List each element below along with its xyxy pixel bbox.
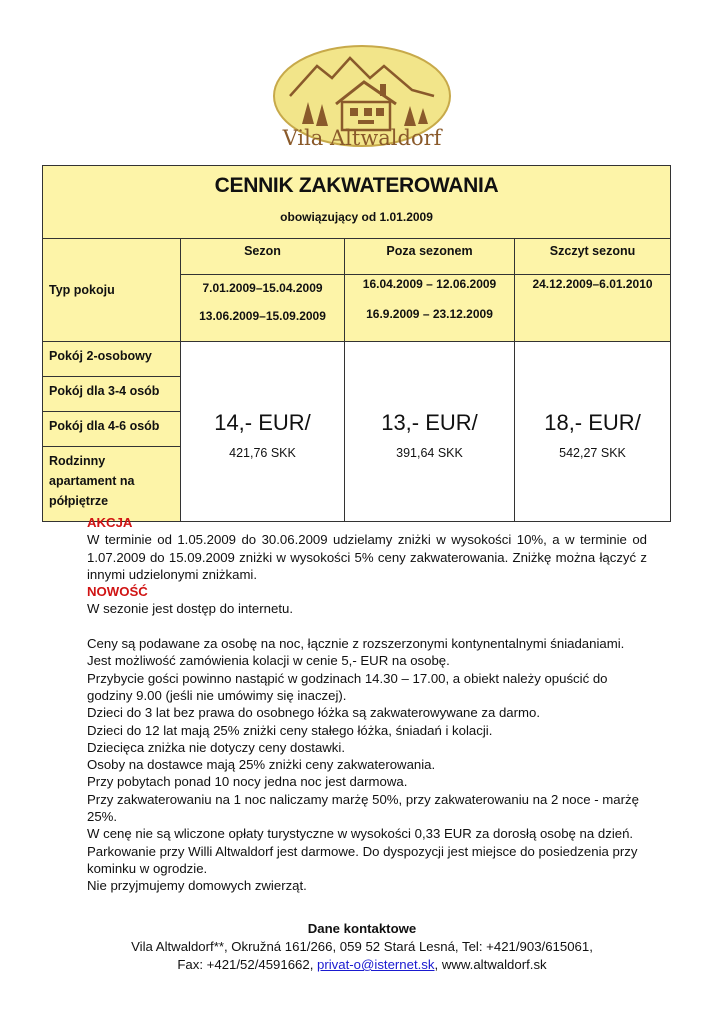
info-line: Parkowanie przy Willi Altwaldorf jest darmowe. Do dyspozycji jest miejsce do posiedzenia przy kominku w ogrodzie. bbox=[87, 843, 638, 876]
info-line: Przy zakwaterowaniu na 1 noc naliczamy marżę 50%, przy zakwaterowaniu na 2 noce - marżę 25%. bbox=[87, 791, 639, 825]
peak-season-price-skk: 542,27 SKK bbox=[559, 446, 626, 460]
website-text: , www.altwaldorf.sk bbox=[434, 957, 547, 972]
brand-name: Vila Altwaldorf bbox=[282, 126, 442, 150]
off-season-date-range: 16.9.2009 – 23.12.2009 bbox=[366, 307, 493, 321]
promo-text: W terminie od 1.05.2009 do 30.06.2009 udzielamy zniżki w wysokości 10%, a w terminie od 1.07.2009 do 15.09.2009 zniżki w wysokości 5% ceny zakwaterowania. Zniżkę można łączyć z innymi udzielonymi zniżkami. bbox=[87, 532, 647, 582]
room-type-row-label: Pokój dla 4-6 osób bbox=[43, 412, 181, 447]
info-line: Przy pobytach ponad 10 nocy jedna noc jest darmowa. bbox=[87, 774, 408, 790]
info-line: Dzieci do 12 lat mają 25% zniżki ceny stałego łóżka, śniadań i kolacji. bbox=[87, 722, 493, 738]
price-table bbox=[42, 165, 671, 522]
info-line: Jest możliwość zamówienia kolacji w cenie 5,- EUR na osobę. bbox=[87, 653, 450, 669]
off-season-date-range: 16.04.2009 – 12.06.2009 bbox=[362, 277, 497, 291]
table-title-cell bbox=[43, 166, 671, 239]
info-line: W cenę nie są wliczone opłaty turystyczne w wysokości 0,33 EUR za dorosłą osobę na dzień. bbox=[87, 826, 634, 842]
info-line: Dziecięca zniżka nie dotyczy ceny dostawki. bbox=[87, 739, 345, 755]
season-date-range: 13.06.2009–15.09.2009 bbox=[199, 309, 326, 323]
room-type-row-label: Pokój dla 3-4 osób bbox=[43, 377, 181, 412]
contact-section bbox=[42, 920, 682, 974]
room-type-header: Typ pokoju bbox=[43, 239, 181, 342]
info-line: Dzieci do 3 lat bez prawa do osobnego łóżka są zakwaterowywane za darmo. bbox=[87, 705, 541, 721]
season-date-range: 7.01.2009–15.04.2009 bbox=[202, 281, 323, 295]
contact-address: Vila Altwaldorf**, Okružná 161/266, 059 52 Stará Lesná, Tel: +421/903/615061, bbox=[131, 939, 593, 954]
off-season-dates bbox=[345, 275, 515, 342]
news-label: NOWOŚĆ bbox=[87, 584, 148, 600]
price-list-title: CENNIK ZAKWATEROWANIA bbox=[214, 174, 499, 197]
contact-heading: Dane kontaktowe bbox=[307, 921, 417, 936]
peak-season-dates bbox=[515, 275, 671, 342]
season-dates bbox=[181, 275, 345, 342]
info-line: Osoby na dostawce mają 25% zniżki ceny zakwaterowania. bbox=[87, 757, 436, 773]
valid-from: obowiązujący od 1.01.2009 bbox=[280, 210, 433, 224]
season-price-cell bbox=[181, 342, 345, 522]
off-season-price-cell bbox=[345, 342, 515, 522]
info-line: Nie przyjmujemy domowych zwierząt. bbox=[87, 878, 307, 894]
news-text: W sezonie jest dostęp do internetu. bbox=[87, 601, 293, 617]
peak-season-header: Szczyt sezonu bbox=[515, 239, 671, 275]
peak-season-price: 18,- EUR/ bbox=[544, 410, 641, 435]
fax-text: Fax: +421/52/4591662, bbox=[177, 957, 318, 972]
contact-fax-line bbox=[42, 956, 682, 974]
info-line: Przybycie gości powinno nastąpić w godzinach 14.30 – 17.00, a obiekt należy opuścić do godziny 9.00 (jeśli nie umówimy się inaczej). bbox=[87, 670, 608, 703]
promo-label: AKCJA bbox=[87, 515, 133, 530]
off-season-price-skk: 391,64 SKK bbox=[396, 446, 463, 460]
off-season-price: 13,- EUR/ bbox=[381, 410, 478, 435]
terms-section bbox=[87, 514, 647, 895]
season-price: 14,- EUR/ bbox=[214, 410, 311, 435]
email-link[interactable]: privat-o@isternet.sk bbox=[317, 957, 435, 972]
peak-season-price-cell bbox=[515, 342, 671, 522]
peak-season-date-range: 24.12.2009–6.01.2010 bbox=[532, 277, 653, 291]
room-type-row-label: Rodzinny apartament na półpiętrze bbox=[43, 447, 181, 522]
off-season-header: Poza sezonem bbox=[345, 239, 515, 275]
room-type-row-label: Pokój 2-osobowy bbox=[43, 342, 181, 377]
season-price-skk: 421,76 SKK bbox=[229, 446, 296, 460]
info-line: Ceny są podawane za osobę na noc, łącznie z rozszerzonymi kontynentalnymi śniadaniami. bbox=[87, 636, 625, 652]
season-header: Sezon bbox=[181, 239, 345, 275]
